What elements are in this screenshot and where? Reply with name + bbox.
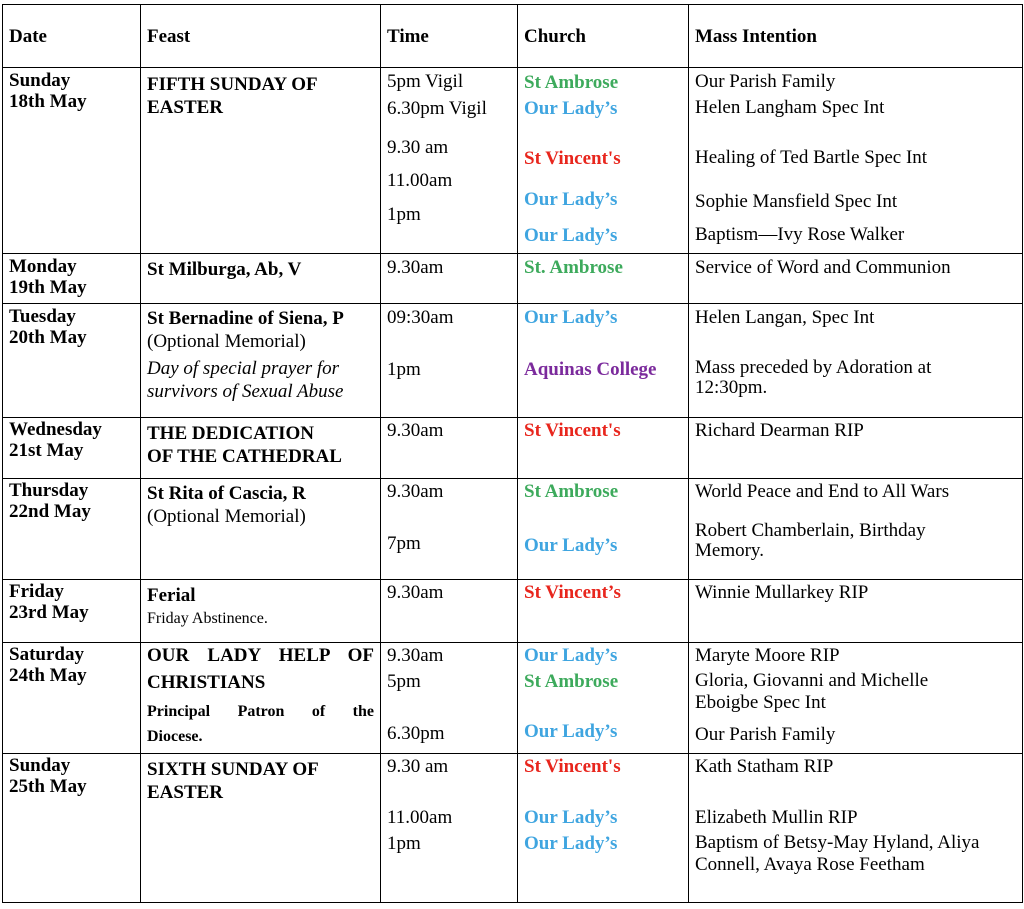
header-row [3, 5, 1023, 68]
table-row [3, 643, 1023, 754]
mass-intention: Kath Statham RIP [695, 756, 834, 777]
church-name: St Ambrose [524, 671, 619, 692]
mass-time: 9.30am [387, 582, 444, 603]
mass-time: 6.30pm [387, 723, 445, 744]
mass-intention: Winnie Mullarkey RIP [695, 582, 869, 603]
mass-intention: Connell, Avaya Rose Feetham [695, 854, 925, 875]
church-name: St Vincent's [524, 420, 621, 441]
mass-time: 1pm [387, 359, 421, 380]
feast-title: EASTER [147, 97, 224, 118]
day-date: 21st May [9, 440, 84, 461]
church-name: Our Lady’s [524, 721, 618, 742]
day-name: Monday [9, 256, 77, 277]
mass-time: 11.00am [387, 170, 453, 191]
day-date: 20th May [9, 327, 87, 348]
mass-time: 9.30am [387, 645, 444, 666]
mass-intention: Healing of Ted Bartle Spec Int [695, 147, 928, 168]
mass-intention: Eboigbe Spec Int [695, 692, 826, 713]
feast-rank: (Optional Memorial) [147, 506, 306, 527]
feast-title: Ferial [147, 585, 196, 606]
table-row [3, 304, 1023, 418]
mass-intention: World Peace and End to All Wars [695, 481, 950, 502]
header-mass-intention: Mass Intention [689, 5, 1023, 68]
feast-rank: (Optional Memorial) [147, 331, 306, 352]
church-name: St Vincent's [524, 756, 621, 777]
church-name: St Vincent’s [524, 582, 621, 603]
mass-intention: Baptism of Betsy-May Hyland, Aliya [695, 832, 980, 853]
mass-time: 1pm [387, 204, 421, 225]
mass-intention: Baptism—Ivy Rose Walker [695, 224, 905, 245]
church-name: Our Lady’s [524, 645, 618, 666]
mass-time: 1pm [387, 833, 421, 854]
day-name: Sunday [9, 70, 71, 91]
feast-title: CHRISTIANS [147, 672, 266, 693]
mass-intention: Elizabeth Mullin RIP [695, 807, 858, 828]
day-name: Friday [9, 581, 64, 602]
mass-time: 9.30 am [387, 756, 449, 777]
mass-intention: Sophie Mansfield Spec Int [695, 191, 898, 212]
feast-title: THE DEDICATION [147, 423, 314, 444]
mass-intention: Richard Dearman RIP [695, 420, 864, 441]
church-name: St Ambrose [524, 481, 619, 502]
mass-intention: Service of Word and Communion [695, 257, 951, 278]
table-row [3, 754, 1023, 903]
mass-time: 5pm Vigil [387, 71, 464, 92]
mass-time: 11.00am [387, 807, 453, 828]
mass-time: 9.30am [387, 420, 444, 441]
feast-note: Principal Patron of the [147, 703, 374, 720]
mass-time: 9.30am [387, 481, 444, 502]
feast-title: St Rita of Cascia, R [147, 483, 306, 504]
table-row [3, 580, 1023, 643]
header-feast: Feast [141, 5, 381, 68]
mass-time: 7pm [387, 533, 421, 554]
church-name: Our Lady’s [524, 535, 618, 556]
day-name: Tuesday [9, 306, 76, 327]
church-name: Aquinas College [524, 359, 657, 380]
feast-title: St Milburga, Ab, V [147, 259, 302, 280]
church-name: Our Lady’s [524, 98, 618, 119]
mass-intention: Robert Chamberlain, Birthday [695, 520, 926, 541]
mass-intention: Mass preceded by Adoration at [695, 357, 932, 378]
mass-intention: Helen Langan, Spec Int [695, 307, 875, 328]
day-date: 22nd May [9, 501, 91, 522]
mass-intention: Memory. [695, 540, 764, 561]
table-row [3, 479, 1023, 580]
feast-title: St Bernadine of Siena, P [147, 308, 344, 329]
day-name: Wednesday [9, 419, 102, 440]
mass-time: 9.30 am [387, 137, 449, 158]
church-name: Our Lady’s [524, 807, 618, 828]
mass-schedule-table [2, 4, 1023, 903]
table-row [3, 254, 1023, 304]
church-name: St. Ambrose [524, 257, 623, 278]
mass-time: 6.30pm Vigil [387, 98, 487, 119]
day-date: 23rd May [9, 602, 89, 623]
mass-intention: Helen Langham Spec Int [695, 97, 885, 118]
day-date: 24th May [9, 665, 87, 686]
header-date: Date [3, 5, 141, 68]
day-date: 25th May [9, 776, 87, 797]
church-name: St Ambrose [524, 72, 619, 93]
feast-title: SIXTH SUNDAY OF [147, 759, 319, 780]
feast-title: OF THE CATHEDRAL [147, 446, 342, 467]
feast-note: Diocese. [147, 728, 203, 745]
mass-intention: Gloria, Giovanni and Michelle [695, 670, 929, 691]
feast-title: OUR LADY HELP OF [147, 645, 374, 666]
day-name: Sunday [9, 755, 71, 776]
church-name: St Vincent's [524, 148, 621, 169]
table-row [3, 418, 1023, 479]
feast-title: EASTER [147, 782, 224, 803]
day-date: 19th May [9, 277, 87, 298]
mass-intention: Maryte Moore RIP [695, 645, 840, 666]
day-date: 18th May [9, 91, 87, 112]
mass-intention: Our Parish Family [695, 724, 836, 745]
mass-intention: Our Parish Family [695, 71, 836, 92]
feast-note: Day of special prayer for [147, 358, 340, 379]
church-name: Our Lady’s [524, 833, 618, 854]
table-row [3, 68, 1023, 254]
header-church: Church [518, 5, 689, 68]
header-time: Time [381, 5, 518, 68]
feast-title: FIFTH SUNDAY OF [147, 74, 318, 95]
day-name: Saturday [9, 644, 84, 665]
church-name: Our Lady’s [524, 189, 618, 210]
mass-time: 9.30am [387, 257, 444, 278]
church-name: Our Lady’s [524, 307, 618, 328]
mass-time: 09:30am [387, 307, 454, 328]
feast-note: survivors of Sexual Abuse [147, 381, 344, 402]
church-name: Our Lady’s [524, 225, 618, 246]
day-name: Thursday [9, 480, 89, 501]
mass-time: 5pm [387, 671, 421, 692]
mass-intention: 12:30pm. [695, 377, 768, 398]
feast-note: Friday Abstinence. [147, 610, 268, 627]
